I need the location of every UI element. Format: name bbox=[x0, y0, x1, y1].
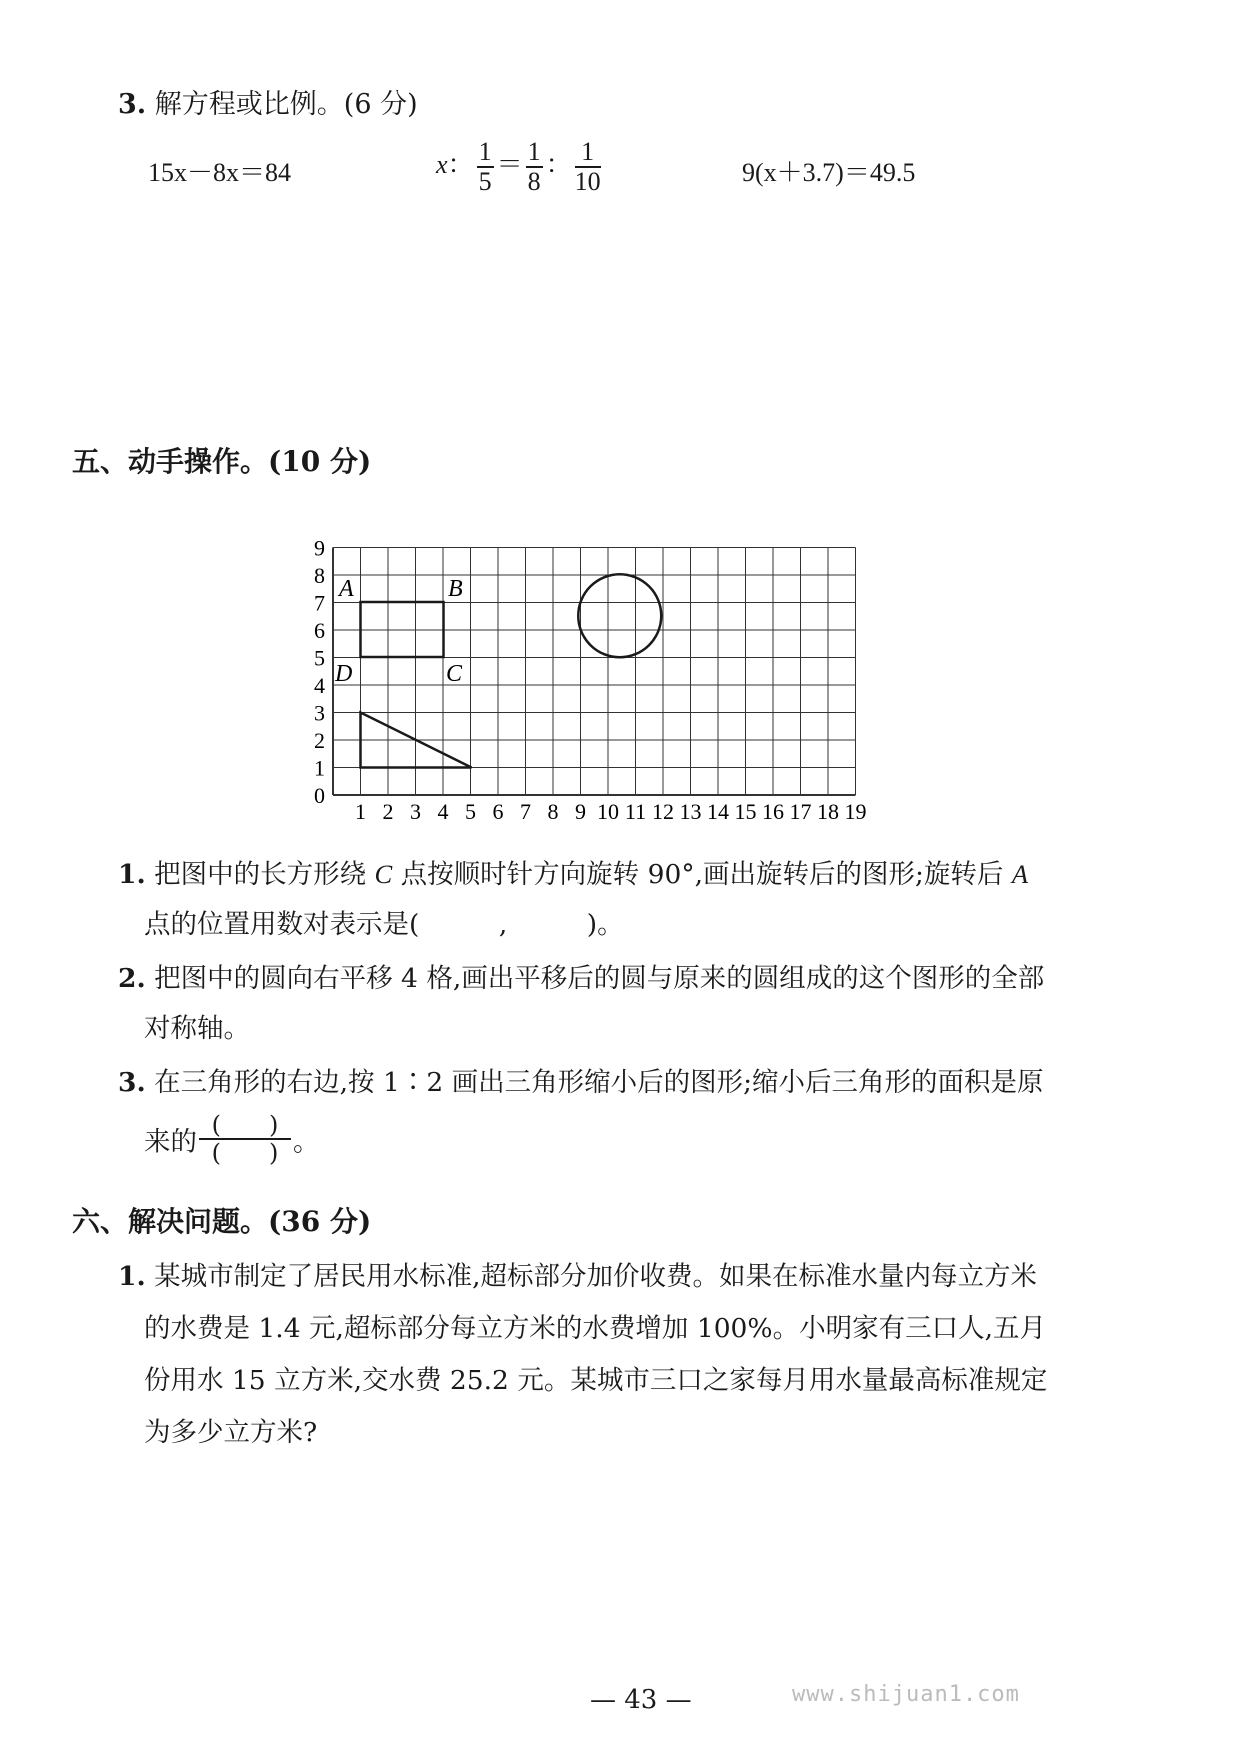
x-tick-label: 19 bbox=[844, 799, 867, 824]
equation-3: 9(x＋3.7)＝49.5 bbox=[742, 158, 916, 187]
item-text: 某城市制定了居民用水标准,超标部分加价收费。如果在标准水量内每立方米 bbox=[154, 1261, 1038, 1292]
section-5-item-3-line-2 bbox=[144, 1112, 320, 1166]
section-5-item-3 bbox=[118, 1060, 1044, 1099]
x-tick-label: 1 bbox=[355, 799, 366, 824]
period: 。 bbox=[293, 1126, 320, 1158]
section-6-item-1 bbox=[118, 1254, 1037, 1293]
page-number: — 43 — bbox=[590, 1685, 692, 1715]
question-number: 3. bbox=[118, 89, 147, 120]
x-tick-label: 11 bbox=[624, 799, 647, 824]
section-5-item-2-line-2: 对称轴。 bbox=[144, 1013, 250, 1044]
variable-x: x bbox=[436, 149, 448, 179]
section-6-title: 六、解决问题。(36 分) bbox=[72, 1205, 372, 1238]
item-number: 3. bbox=[118, 1067, 146, 1098]
equation-1: 15x－8x＝84 bbox=[148, 158, 292, 187]
section-6-item-1-line-2: 的水费是 1.4 元,超标部分每立方米的水费增加 100%。小明家有三口人,五月 bbox=[144, 1313, 1047, 1344]
section-5-item-2 bbox=[118, 956, 1044, 995]
section-6-item-1-line-3: 份用水 15 立方米,交水费 25.2 元。某城市三口之家每月用水量最高标准规定 bbox=[144, 1365, 1048, 1396]
x-tick-label: 2 bbox=[382, 799, 394, 824]
grid-lines bbox=[333, 548, 856, 796]
x-tick-label: 15 bbox=[734, 799, 757, 824]
label-d: D bbox=[335, 661, 353, 687]
item-text: 在三角形的右边,按 1∶2 画出三角形缩小后的图形;缩小后三角形的面积是原 bbox=[154, 1067, 1044, 1098]
x-tick-label: 14 bbox=[707, 799, 729, 824]
question-text: 解方程或比例。(6 分) bbox=[154, 89, 418, 120]
y-tick-label: 1 bbox=[314, 755, 325, 781]
numerator-blank[interactable]: ( ) bbox=[199, 1112, 291, 1140]
x-tick-label: 3 bbox=[410, 799, 421, 824]
colon: ： bbox=[545, 149, 572, 179]
y-tick-label: 6 bbox=[314, 618, 325, 643]
denominator: 10 bbox=[574, 167, 601, 196]
point-a: A bbox=[1011, 859, 1029, 889]
y-tick-label: 2 bbox=[314, 728, 325, 753]
equation-2 bbox=[436, 138, 604, 196]
y-tick-label: 4 bbox=[314, 673, 325, 698]
numerator: 1 bbox=[575, 138, 601, 168]
denominator: 8 bbox=[527, 167, 541, 196]
y-tick-labels bbox=[314, 536, 325, 809]
x-tick-label: 6 bbox=[492, 799, 504, 824]
y-tick-label: 5 bbox=[314, 645, 325, 671]
numerator: 1 bbox=[478, 137, 492, 166]
x-tick-label: 12 bbox=[652, 799, 674, 824]
item-text: 把图中的圆向右平移 4 格,画出平移后的圆与原来的圆组成的这个图形的全部 bbox=[154, 963, 1045, 994]
watermark: www.shijuan1.com bbox=[792, 1682, 1020, 1707]
numerator: 1 bbox=[527, 137, 541, 166]
section-5-title: 五、动手操作。(10 分) bbox=[72, 445, 372, 478]
denominator: 5 bbox=[478, 167, 492, 196]
point-c: C bbox=[374, 859, 393, 889]
fraction-1-10 bbox=[575, 138, 601, 196]
item-number: 1. bbox=[118, 859, 146, 890]
denominator-blank[interactable]: ( ) bbox=[211, 1139, 279, 1167]
section-6-item-1-line-4: 为多少立方米? bbox=[144, 1417, 318, 1448]
fraction-1-8 bbox=[526, 138, 543, 196]
item-number: 2. bbox=[118, 963, 146, 994]
x-tick-label: 16 bbox=[762, 799, 784, 824]
item-number: 1. bbox=[118, 1261, 146, 1292]
item-text: 点按顺时针方向旋转 90°,画出旋转后的图形;旋转后 bbox=[400, 859, 1004, 890]
section-5-item-1-line-2: 点的位置用数对表示是( , )。 bbox=[144, 909, 624, 940]
colon: ： bbox=[447, 149, 474, 179]
y-tick-label: 7 bbox=[314, 590, 325, 616]
x-tick-label: 9 bbox=[575, 799, 586, 824]
item-text: 把图中的长方形绕 bbox=[154, 859, 367, 890]
circle bbox=[578, 574, 661, 657]
item-text: 来的 bbox=[144, 1126, 197, 1158]
x-tick-label: 7 bbox=[520, 799, 531, 824]
label-b: B bbox=[448, 576, 463, 602]
answer-fraction-blank[interactable] bbox=[199, 1112, 291, 1166]
x-tick-label: 5 bbox=[465, 799, 476, 824]
x-tick-label: 18 bbox=[817, 799, 839, 824]
x-tick-labels bbox=[355, 799, 867, 824]
y-tick-label: 3 bbox=[314, 700, 325, 726]
label-a: A bbox=[339, 576, 354, 602]
label-c: C bbox=[446, 661, 463, 687]
x-tick-label: 10 bbox=[597, 799, 619, 824]
x-tick-label: 4 bbox=[437, 799, 449, 824]
x-tick-label: 13 bbox=[679, 799, 702, 824]
coordinate-grid bbox=[300, 535, 880, 825]
equals-sign: ＝ bbox=[496, 149, 523, 179]
question-3-title bbox=[118, 82, 418, 121]
x-tick-label: 8 bbox=[547, 799, 559, 824]
section-5-item-1 bbox=[118, 852, 1028, 891]
x-tick-label: 17 bbox=[789, 799, 812, 824]
y-tick-label: 8 bbox=[314, 563, 325, 588]
fraction-1-5 bbox=[477, 138, 494, 196]
y-tick-label: 0 bbox=[314, 783, 325, 808]
y-tick-label: 9 bbox=[314, 535, 325, 561]
